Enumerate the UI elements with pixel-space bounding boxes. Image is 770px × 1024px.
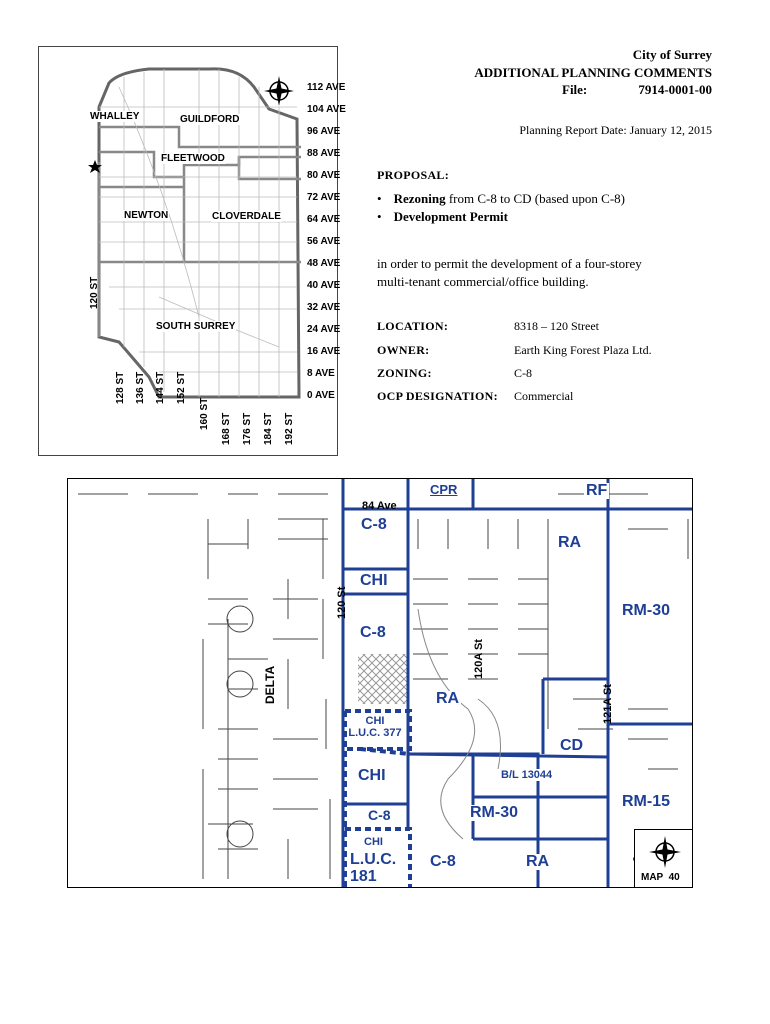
ave-label: 24 AVE xyxy=(307,324,341,335)
purpose-text: in order to permit the development of a four-storey xyxy=(377,256,642,271)
bylaw-13044: B/L 13044 xyxy=(501,769,553,781)
file-label: File: xyxy=(562,82,588,97)
zoning-map-drawing xyxy=(68,479,693,888)
area-cloverdale: CLOVERDALE xyxy=(212,211,281,222)
zone-ra: RA xyxy=(558,534,582,551)
area-fleetwood: FLEETWOOD xyxy=(161,153,225,164)
street-label: 128 ST xyxy=(115,371,126,404)
zone-chi: CHI xyxy=(364,836,383,848)
zone-ra: RA xyxy=(436,690,460,707)
street-120a-st: 120A St xyxy=(473,639,485,679)
street-label: 120 ST xyxy=(89,276,100,309)
purpose-text: multi-tenant commercial/office building. xyxy=(377,274,589,289)
location-value: 8318 – 120 Street xyxy=(514,319,599,333)
street-label: 184 ST xyxy=(263,412,274,445)
area-newton: NEWTON xyxy=(124,210,169,221)
zone-chi-luc-377: CHI L.U.C. 377 xyxy=(348,715,402,740)
street-label: 176 ST xyxy=(242,412,253,445)
ave-label: 64 AVE xyxy=(307,214,341,225)
street-label: 192 ST xyxy=(284,412,295,445)
zone-cd: CD xyxy=(560,737,584,754)
proposal-item: • Rezoning from C-8 to CD (based upon C-8) xyxy=(377,191,626,206)
file-number: 7914-0001-00 xyxy=(638,82,712,97)
zone-chi: CHI xyxy=(358,767,386,784)
zoning-value: C-8 xyxy=(514,366,532,380)
street-121a-st: 121A St xyxy=(602,684,614,724)
compass-icon xyxy=(635,832,693,872)
zone-chi: CHI xyxy=(360,572,388,589)
ave-label: 0 AVE xyxy=(307,390,335,401)
ave-label: 112 AVE xyxy=(307,82,346,93)
proposal-heading: PROPOSAL: xyxy=(377,168,450,182)
zone-c8: C-8 xyxy=(360,624,386,641)
area-south-surrey: SOUTH SURREY xyxy=(156,321,236,332)
zone-c8: C-8 xyxy=(368,807,391,823)
zone-rm15: RM-15 xyxy=(622,793,671,810)
area-whalley: WHALLEY xyxy=(90,111,140,122)
zone-rm30: RM-30 xyxy=(470,804,519,821)
ave-label: 48 AVE xyxy=(307,258,341,269)
ave-label: 88 AVE xyxy=(307,148,341,159)
key-map xyxy=(38,46,346,456)
ocp-value: Commercial xyxy=(514,389,574,403)
key-map-drawing xyxy=(39,47,339,457)
street-label: 152 ST xyxy=(176,371,187,404)
street-label: 144 ST xyxy=(155,371,166,404)
proposal-item: • Development Permit xyxy=(377,209,508,224)
ave-label: 56 AVE xyxy=(307,236,341,247)
zone-ra: RA xyxy=(526,853,550,870)
street-label: 136 ST xyxy=(135,371,146,404)
ocp-label: OCP DESIGNATION: xyxy=(377,389,498,403)
delta-label: DELTA xyxy=(263,665,277,704)
zone-c8: C-8 xyxy=(430,853,456,870)
map-number: MAP 40 xyxy=(641,872,680,883)
location-label: LOCATION: xyxy=(377,319,449,333)
ave-label: 8 AVE xyxy=(307,368,335,379)
ave-label: 16 AVE xyxy=(307,346,341,357)
ave-label: 32 AVE xyxy=(307,302,341,313)
street-84-ave: 84 Ave xyxy=(362,500,397,512)
zone-rf: RF xyxy=(586,482,608,499)
ave-label: 72 AVE xyxy=(307,192,341,203)
ave-label: 40 AVE xyxy=(307,280,341,291)
zoning-label: ZONING: xyxy=(377,366,432,380)
ave-label: 96 AVE xyxy=(307,126,341,137)
street-label: 168 ST xyxy=(221,412,232,445)
owner-value: Earth King Forest Plaza Ltd. xyxy=(514,343,652,357)
zoning-map xyxy=(67,478,693,888)
street-label: 160 ST xyxy=(199,397,210,430)
area-guildford: GUILDFORD xyxy=(180,114,240,125)
city-name: City of Surrey xyxy=(632,47,712,62)
document-title: ADDITIONAL PLANNING COMMENTS xyxy=(474,65,712,80)
report-date: Planning Report Date: January 12, 2015 xyxy=(519,123,712,137)
zone-rm30: RM-30 xyxy=(622,602,671,619)
ave-label: 104 AVE xyxy=(307,104,346,115)
zone-luc-181: L.U.C. 181 xyxy=(350,851,397,885)
compass-icon xyxy=(264,76,294,106)
ave-label: 80 AVE xyxy=(307,170,341,181)
zone-c8: C-8 xyxy=(361,516,387,533)
zone-cpr: CPR xyxy=(430,482,458,497)
map-legend-box xyxy=(634,829,693,888)
owner-label: OWNER: xyxy=(377,343,430,357)
street-120-st: 120 St xyxy=(336,586,348,619)
